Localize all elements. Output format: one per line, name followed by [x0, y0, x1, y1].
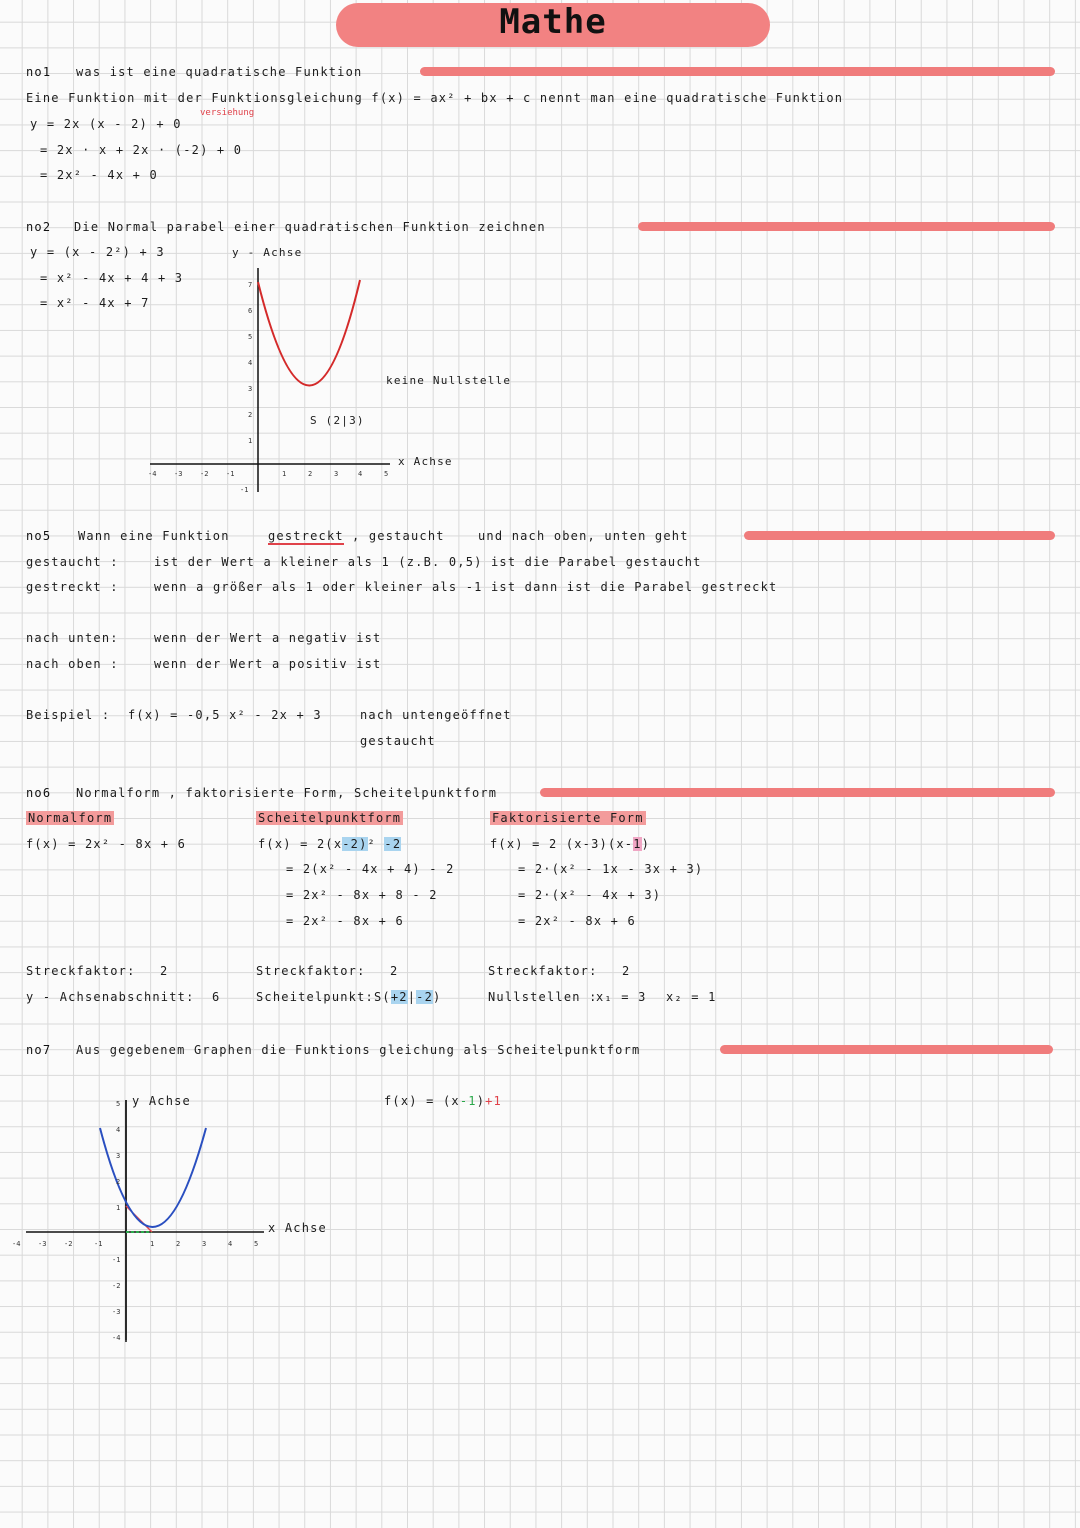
scheitelform-label: Scheitelpunktform — [258, 811, 402, 825]
scheitelpunkt-value — [374, 990, 441, 1004]
faktorform-line4: = 2x² - 8x + 6 — [518, 914, 636, 928]
scheitelform-line4: = 2x² - 8x + 6 — [286, 914, 404, 928]
gestaucht-label: gestaucht : — [26, 555, 119, 569]
scheitelform-streck-label: Streckfaktor: — [256, 964, 366, 978]
graph1-note: keine Nullstelle — [386, 374, 512, 387]
nach-oben-text: wenn der Wert a positiv ist — [154, 657, 382, 671]
section6-heading: Normalform , faktorisierte Form, Scheitelpunktform — [76, 786, 498, 800]
graph1-xtick-neg2: -2 — [200, 470, 209, 478]
graph2-ytick-5: 5 — [116, 1100, 121, 1108]
section5-heading-a: Wann eine Funktion — [78, 529, 230, 543]
beispiel-label: Beispiel : — [26, 708, 111, 722]
normalform-streck-value: 2 — [160, 964, 169, 978]
graph2-ytick-neg4: -4 — [112, 1334, 121, 1342]
scheitelform-formula-exp: ² — [367, 837, 385, 851]
nach-oben-label: nach oben : — [26, 657, 119, 671]
scheitelpunkt-close: ) — [433, 990, 442, 1004]
graph1-ytick-3: 3 — [248, 385, 253, 393]
graph2-ytick-neg1: -1 — [112, 1256, 121, 1264]
faktorform-streck-value: 2 — [622, 964, 631, 978]
scheitelform-formula-offset: -2 — [384, 837, 402, 851]
section6-number: no6 — [26, 786, 52, 800]
section5-heading-d: und nach oben, unten geht — [478, 529, 689, 543]
section1-line2: = 2x · x + 2x · (-2) + 0 — [40, 143, 243, 157]
section2-heading: Die Normal parabel einer quadratischen Funktion zeichnen — [74, 220, 546, 234]
graph1-x-axis-label: x Achse — [398, 455, 453, 468]
nullstellen-label: Nullstellen : — [488, 990, 598, 1004]
section7-number: no7 — [26, 1043, 52, 1057]
scheitelpunkt-sep: | — [407, 990, 417, 1004]
graph1-xtick-4: 4 — [358, 470, 363, 478]
normalform-yab-label: y - Achsenabschnitt: — [26, 990, 195, 1004]
normalform-yab-value: 6 — [212, 990, 221, 1004]
graph1-y-axis-label: y - Achse — [232, 246, 303, 259]
section7-formula — [384, 1094, 502, 1108]
faktorform-formula-pre: f(x) = 2 (x-3)(x- — [490, 837, 634, 851]
section1-note: versiehung — [200, 108, 255, 118]
gestreckt-label: gestreckt : — [26, 580, 119, 594]
graph2-xtick-neg2: -2 — [64, 1240, 73, 1248]
gestaucht-text: ist der Wert a kleiner als 1 (z.B. 0,5) ist die Parabel gestaucht — [154, 555, 702, 569]
graph1-ytick-7: 7 — [248, 281, 253, 289]
scheitelform-formula — [258, 837, 401, 851]
graph2-xtick-neg4: -4 — [12, 1240, 21, 1248]
graph1-xtick-neg1: -1 — [226, 470, 235, 478]
graph2-xtick-neg3: -3 — [38, 1240, 47, 1248]
graph2-axes-and-curve — [8, 1096, 270, 1346]
scheitelform-line2: = 2(x² - 4x + 4) - 2 — [286, 862, 455, 876]
section5-bar — [744, 531, 1055, 540]
graph1-xtick-1: 1 — [282, 470, 287, 478]
graph2-ytick-1: 1 — [116, 1204, 121, 1212]
section7-formula-pre: f(x) = (x — [384, 1094, 460, 1108]
graph2-ytick-2: 2 — [116, 1178, 121, 1186]
section7-formula-shift: -1 — [459, 1094, 477, 1108]
graph1-ytick-4: 4 — [248, 359, 253, 367]
section7-bar — [720, 1045, 1053, 1054]
section7-formula-close: ) — [476, 1094, 486, 1108]
beispiel-result1: nach untengeöffnet — [360, 708, 512, 722]
graph1-curve — [258, 280, 360, 386]
scheitelpunkt-y: -2 — [416, 990, 434, 1004]
beispiel-result2: gestaucht — [360, 734, 436, 748]
scheitelform-formula-pre: f(x) = 2(x — [258, 837, 343, 851]
faktorform-line2: = 2·(x² - 1x - 3x + 3) — [518, 862, 704, 876]
normalform-formula: f(x) = 2x² - 8x + 6 — [26, 837, 187, 851]
nullstelle-x1: x₁ = 3 — [596, 990, 647, 1004]
graph1-xtick-2: 2 — [308, 470, 313, 478]
section1-number: no1 — [26, 65, 52, 79]
graph2-xtick-2: 2 — [176, 1240, 181, 1248]
section5-heading-c: , gestaucht — [352, 529, 445, 543]
scheitelpunkt-open: S( — [374, 990, 391, 1004]
graph1-ytick-5: 5 — [248, 333, 253, 341]
graph1-ytick-1: 1 — [248, 437, 253, 445]
section1-heading: was ist eine quadratische Funktion — [76, 65, 363, 79]
graph2-ytick-4: 4 — [116, 1126, 121, 1134]
graph1-xtick-neg4: -4 — [148, 470, 157, 478]
section2-line3: = x² - 4x + 7 — [40, 296, 150, 310]
scheitelform-streck-value: 2 — [390, 964, 399, 978]
section1-definition: Eine Funktion mit der Funktionsgleichung f(x) = ax² + bx + c nennt man eine quadratische Funktion — [26, 91, 844, 105]
graph1-parabola-plot — [140, 260, 400, 500]
section1-bar — [420, 67, 1055, 76]
graph2-xtick-3: 3 — [202, 1240, 207, 1248]
faktorform-line3: = 2·(x² - 4x + 3) — [518, 888, 662, 902]
faktorform-formula-root: 1 — [633, 837, 642, 851]
scheitelform-line3: = 2x² - 8x + 8 - 2 — [286, 888, 438, 902]
graph2-ytick-3: 3 — [116, 1152, 121, 1160]
page-title: Mathe — [499, 2, 607, 42]
section2-number: no2 — [26, 220, 52, 234]
scheitelpunkt-x: +2 — [390, 990, 408, 1004]
graph2-xtick-1: 1 — [150, 1240, 155, 1248]
nach-unten-text: wenn der Wert a negativ ist — [154, 631, 382, 645]
scheitelform-formula-shift: -2) — [342, 837, 368, 851]
section6-bar — [540, 788, 1055, 797]
gestreckt-text: wenn a größer als 1 oder kleiner als -1 ist dann ist die Parabel gestreckt — [154, 580, 778, 594]
section2-line1: y = (x - 2²) + 3 — [30, 245, 165, 259]
faktorform-label: Faktorisierte Form — [492, 811, 644, 825]
graph1-ytick-2: 2 — [248, 411, 253, 419]
section2-line2: = x² - 4x + 4 + 3 — [40, 271, 184, 285]
graph1-vertex-label: S (2|3) — [310, 414, 365, 427]
section1-line1: y = 2x (x - 2) + 0 — [30, 117, 182, 131]
graph1-xtick-5: 5 — [384, 470, 389, 478]
normalform-label: Normalform — [28, 811, 113, 825]
section5-heading-b: gestreckt — [268, 529, 344, 543]
nach-unten-label: nach unten: — [26, 631, 119, 645]
scheitelpunkt-label: Scheitelpunkt: — [256, 990, 374, 1004]
graph1-xtick-3: 3 — [334, 470, 339, 478]
graph1-xtick-neg3: -3 — [174, 470, 183, 478]
section1-line3: = 2x² - 4x + 0 — [40, 168, 158, 182]
graph2-ytick-neg2: -2 — [112, 1282, 121, 1290]
graph2-y-axis-label: y Achse — [132, 1094, 191, 1108]
section2-bar — [638, 222, 1055, 231]
section7-heading: Aus gegebenem Graphen die Funktions gleichung als Scheitelpunktform — [76, 1043, 641, 1057]
graph2-ytick-neg3: -3 — [112, 1308, 121, 1316]
faktorform-streck-label: Streckfaktor: — [488, 964, 598, 978]
beispiel-formula: f(x) = -0,5 x² - 2x + 3 — [128, 708, 322, 722]
nullstelle-x2: x₂ = 1 — [666, 990, 717, 1004]
faktorform-formula-close: ) — [641, 837, 651, 851]
graph2-xtick-4: 4 — [228, 1240, 233, 1248]
graph1-ytick-6: 6 — [248, 307, 253, 315]
graph2-x-axis-label: x Achse — [268, 1221, 327, 1235]
graph2-xtick-5: 5 — [254, 1240, 259, 1248]
faktorform-formula — [490, 837, 650, 851]
normalform-streck-label: Streckfaktor: — [26, 964, 136, 978]
section5-number: no5 — [26, 529, 52, 543]
graph2-xtick-neg1: -1 — [94, 1240, 103, 1248]
section7-formula-offset: +1 — [485, 1094, 502, 1108]
graph1-ytick-neg1: -1 — [240, 486, 249, 494]
